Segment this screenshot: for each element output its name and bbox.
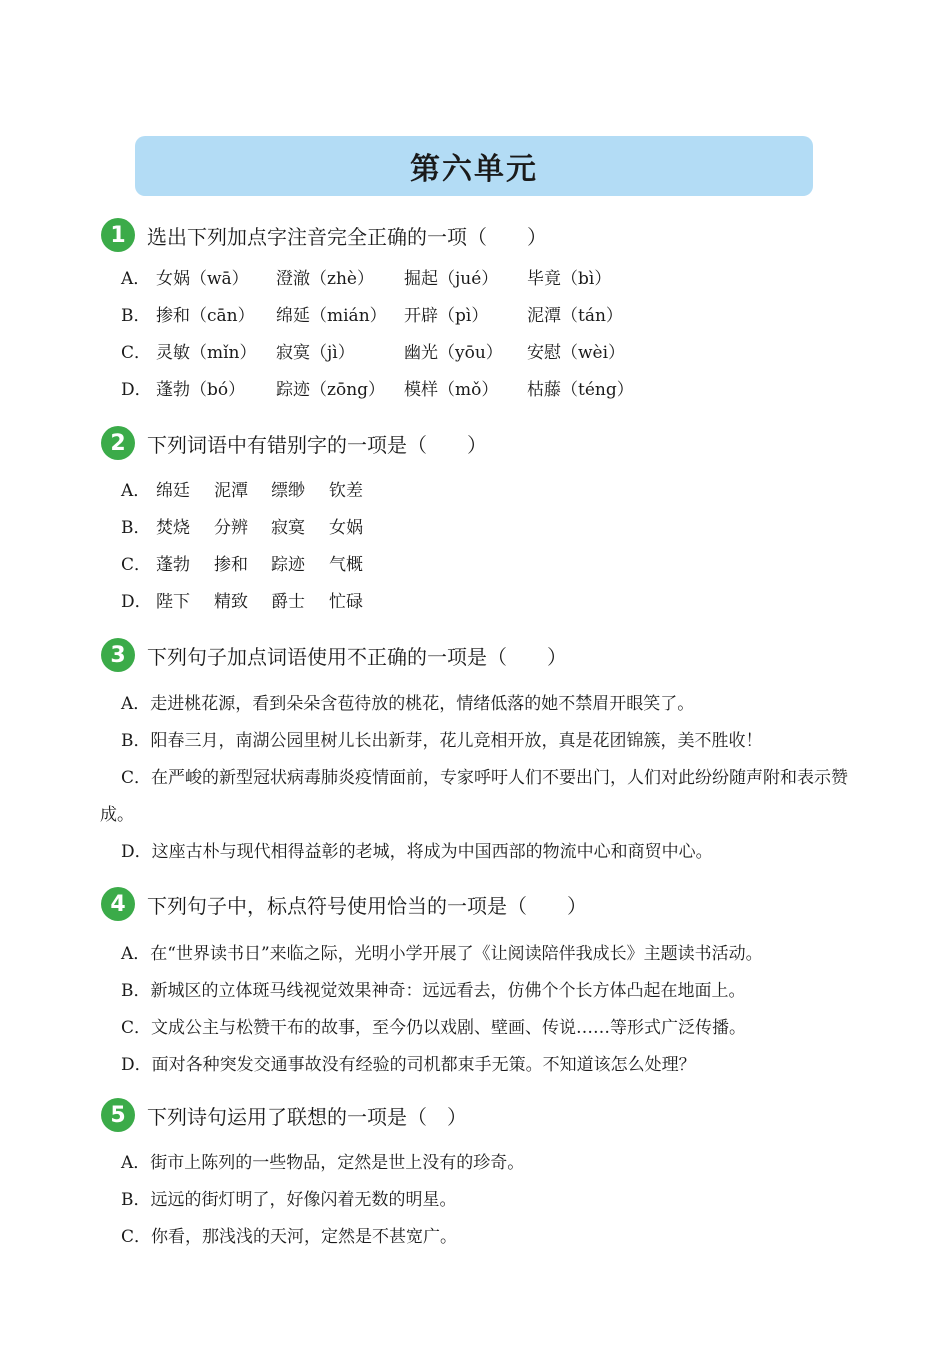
option-item: 掺和 bbox=[214, 555, 248, 575]
question-5-option-a: A．街市上陈列的一些物品，定然是世上没有的珍奇。 bbox=[121, 1153, 525, 1173]
question-3-option-d: D．这座古朴与现代相得益彰的老城，将成为中国西部的物流中心和商贸中心。 bbox=[121, 842, 713, 862]
option-item: 灵敏（mǐn） bbox=[156, 343, 257, 363]
question-5-text: 下列诗句运用了联想的一项是（ ） bbox=[147, 1104, 467, 1129]
question-3-option-a: A．走进桃花源，看到朵朵含苞待放的桃花，情绪低落的她不禁眉开眼笑了。 bbox=[121, 694, 695, 714]
option-item: 爵士 bbox=[271, 592, 305, 612]
question-number-badge: 4 bbox=[101, 887, 135, 921]
question-number-badge: 2 bbox=[101, 426, 135, 460]
question-5-header bbox=[101, 1098, 467, 1132]
question-4-option-c: C．文成公主与松赞干布的故事，至今仍以戏剧、壁画、传说……等形式广泛传播。 bbox=[121, 1018, 747, 1038]
question-number-badge: 5 bbox=[101, 1098, 135, 1132]
question-4-option-a: A．在“世界读书日”来临之际，光明小学开展了《让阅读陪伴我成长》主题读书活动。 bbox=[121, 944, 763, 964]
option-item: 蓬勃 bbox=[156, 555, 190, 575]
question-5-option-c: C．你看，那浅浅的天河，定然是不甚宽广。 bbox=[121, 1227, 458, 1247]
option-item: 女娲 bbox=[329, 518, 363, 538]
question-3-header bbox=[101, 638, 567, 672]
unit-title-banner bbox=[135, 136, 813, 196]
question-2-text: 下列词语中有错别字的一项是（ ） bbox=[147, 432, 487, 457]
option-item: 踪迹 bbox=[271, 555, 305, 575]
option-item: 女娲（wā） bbox=[156, 269, 249, 289]
question-4-text: 下列句子中，标点符号使用恰当的一项是（ ） bbox=[147, 893, 587, 918]
option-item: 绵延（mián） bbox=[276, 306, 387, 326]
option-label: A． bbox=[121, 269, 151, 289]
option-label: D． bbox=[121, 380, 152, 400]
option-item: 踪迹（zōng） bbox=[276, 380, 386, 400]
option-item: 分辨 bbox=[214, 518, 248, 538]
option-item: 寂寞（jì） bbox=[276, 343, 355, 363]
option-item: 寂寞 bbox=[271, 518, 305, 538]
option-item: 气概 bbox=[329, 555, 363, 575]
question-4-option-b: B．新城区的立体斑马线视觉效果神奇：远远看去，仿佛个个长方体凸起在地面上。 bbox=[121, 981, 746, 1001]
option-item: 泥潭（tán） bbox=[527, 306, 623, 326]
question-number-badge: 1 bbox=[101, 218, 135, 252]
question-2-header bbox=[101, 426, 487, 460]
option-label: C． bbox=[121, 343, 152, 363]
option-label: D． bbox=[121, 592, 152, 612]
question-number-badge: 3 bbox=[101, 638, 135, 672]
option-item: 澄澈（zhè） bbox=[276, 269, 374, 289]
question-3-text: 下列句子加点词语使用不正确的一项是（ ） bbox=[147, 644, 567, 669]
option-item: 枯藤（téng） bbox=[527, 380, 634, 400]
option-item: 安慰（wèi） bbox=[527, 343, 626, 363]
option-item: 毕竟（bì） bbox=[527, 269, 612, 289]
option-item: 泥潭 bbox=[214, 481, 248, 501]
option-label: B． bbox=[121, 518, 151, 538]
unit-title: 第六单元 bbox=[410, 152, 538, 187]
option-label: C． bbox=[121, 555, 152, 575]
question-4-header bbox=[101, 887, 587, 921]
question-1-header bbox=[101, 218, 547, 252]
option-item: 忙碌 bbox=[329, 592, 363, 612]
option-label: A． bbox=[121, 481, 151, 501]
option-item: 缥缈 bbox=[271, 481, 305, 501]
option-label: B． bbox=[121, 306, 151, 326]
question-3-option-b: B．阳春三月，南湖公园里树儿长出新芽，花儿竞相开放，真是花团锦簇，美不胜收！ bbox=[121, 731, 763, 751]
option-item: 钦差 bbox=[329, 481, 363, 501]
option-item: 陛下 bbox=[156, 592, 190, 612]
option-item: 掘起（jué） bbox=[404, 269, 499, 289]
option-item: 模样（mǒ） bbox=[404, 380, 499, 400]
question-5-option-b: B．远远的街灯明了，好像闪着无数的明星。 bbox=[121, 1190, 457, 1210]
question-3-option-c: C．在严峻的新型冠状病毒肺炎疫情面前，专家呼吁人们不要出门，人们对此纷纷随声附和表示赞成。 bbox=[100, 768, 849, 825]
question-4-option-d: D．面对各种突发交通事故没有经验的司机都束手无策。不知道该怎么处理？ bbox=[121, 1055, 696, 1075]
option-item: 绵廷 bbox=[156, 481, 190, 501]
option-item: 幽光（yōu） bbox=[404, 343, 503, 363]
option-item: 掺和（cān） bbox=[156, 306, 255, 326]
option-item: 开辟（pì） bbox=[404, 306, 489, 326]
option-item: 焚烧 bbox=[156, 518, 190, 538]
question-1-text: 选出下列加点字注音完全正确的一项（ ） bbox=[147, 224, 547, 249]
option-item: 精致 bbox=[214, 592, 248, 612]
option-item: 蓬勃（bó） bbox=[156, 380, 246, 400]
